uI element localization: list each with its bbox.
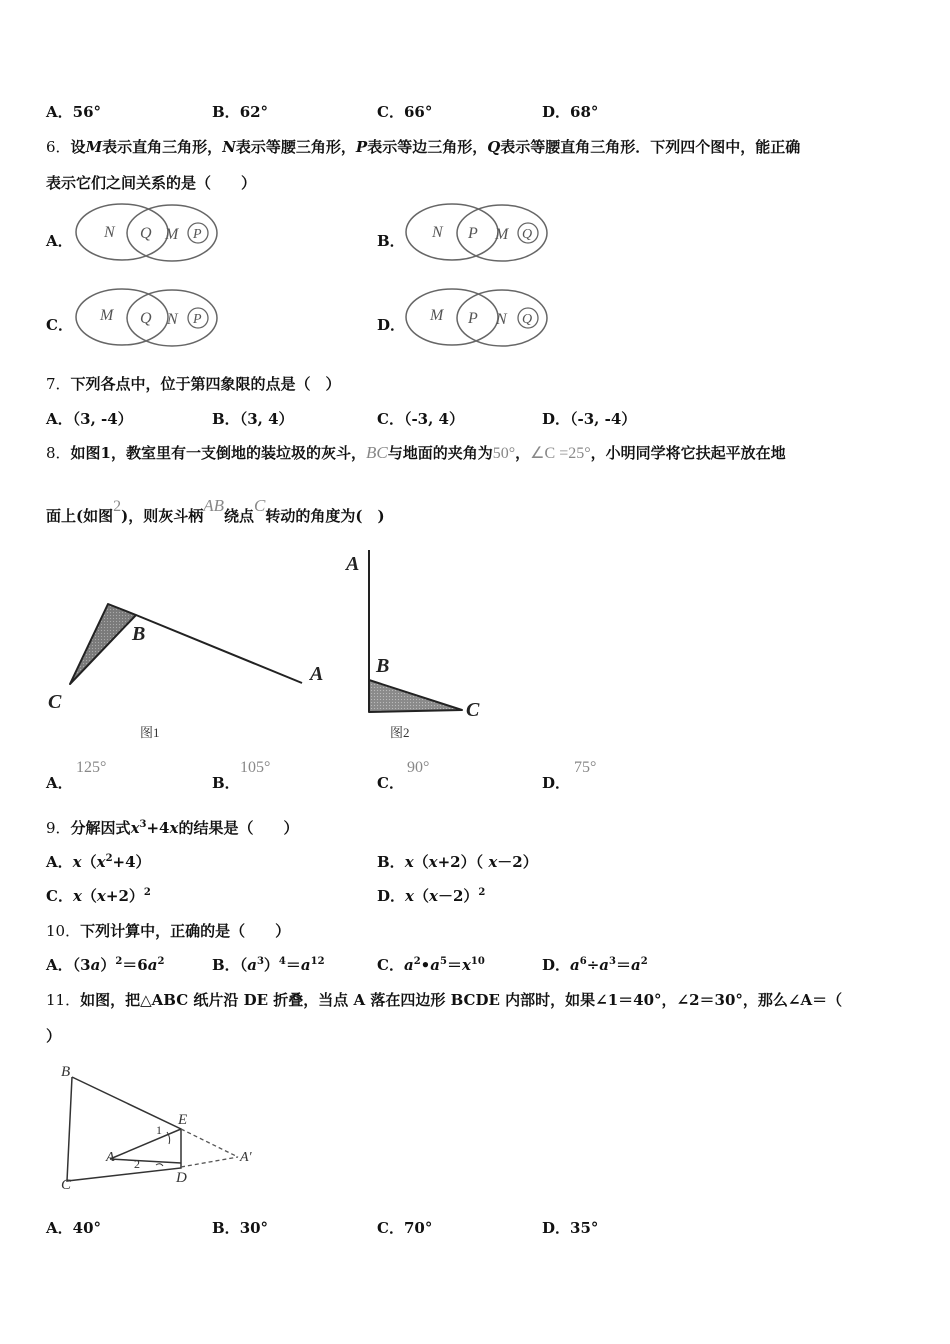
svg-text:Q: Q — [522, 312, 533, 327]
q8-figure-1 — [40, 590, 340, 745]
q11-option-c: C．70° — [377, 1219, 433, 1237]
q11-stem: 11．如图，把△ABC 纸片沿 DE 折叠，当点 A 落在四边形 BCDE 内部时，如果∠1＝40°，∠2＝30°，那么∠A＝（ — [46, 991, 843, 1009]
svg-text:N: N — [496, 311, 507, 328]
svg-text:Q: Q — [140, 225, 152, 242]
q8-option-d-value: 75° — [574, 759, 597, 776]
q8-figure-2 — [340, 548, 500, 745]
svg-text:A: A — [346, 553, 360, 575]
q11-figure — [52, 1058, 272, 1198]
svg-text:图2: 图2 — [390, 725, 410, 740]
svg-text:Q: Q — [522, 227, 533, 242]
q8-stem-line2: 面上(如图2)，则灰斗柄AB绕点C转动的角度为( ) — [46, 496, 385, 525]
q7-option-c: C．（-3, 4） — [377, 410, 464, 428]
svg-text:P: P — [468, 310, 478, 327]
svg-text:P: P — [193, 312, 202, 327]
q10-option-b: B．$(a^3)^4=a^{12}$ — [212, 956, 325, 974]
q6-option-b-letter: B． — [377, 232, 405, 250]
q8-option-c-letter: C． — [377, 774, 404, 792]
svg-text:A: A — [310, 663, 324, 685]
svg-text:P: P — [193, 227, 202, 242]
q6-stem-line2: 表示它们之间关系的是（ ） — [46, 174, 257, 192]
svg-text:M: M — [495, 226, 509, 243]
svg-text:2: 2 — [134, 1157, 140, 1171]
q8-stem: 8．如图1，教室里有一支倒地的装垃圾的灰斗，BC与地面的夹角为50°，∠C =25°，小明同学将它扶起平放在地 — [46, 443, 786, 462]
q8-option-d-letter: D． — [542, 774, 571, 792]
svg-text:A: A — [106, 1150, 115, 1165]
svg-text:Q: Q — [140, 310, 152, 327]
q8-option-a-value: 125° — [76, 759, 107, 776]
q6-venn-d — [402, 287, 550, 349]
q7-option-a: A．（3, -4） — [46, 410, 133, 428]
q7-option-b: B．（3, 4） — [212, 410, 294, 428]
q5-option-d: D．68° — [542, 103, 599, 121]
q5-option-a: A．56° — [46, 103, 102, 121]
q6-venn-c — [72, 287, 220, 349]
q5-option-c: C．66° — [377, 103, 433, 121]
q10-option-d: D．$a^6\div a^3=a^2$ — [542, 956, 648, 974]
svg-text:M: M — [430, 307, 444, 324]
svg-text:A′: A′ — [240, 1150, 252, 1165]
svg-text:B: B — [376, 655, 390, 677]
q6-venn-a — [72, 202, 220, 264]
q9-option-d: D．$x(x-2)^2$ — [377, 887, 486, 905]
svg-text:N: N — [104, 224, 115, 241]
q11-option-a: A．40° — [46, 1219, 102, 1237]
q10-stem: 10．下列计算中，正确的是（ ） — [46, 922, 291, 940]
q9-stem: 9．分解因式$x^3+4x$的结果是（ ） — [46, 819, 299, 837]
q9-option-b: B．x（x+2）（ x－2） — [377, 853, 538, 871]
svg-text:M: M — [100, 307, 114, 324]
svg-text:M: M — [165, 226, 179, 243]
svg-text:E: E — [178, 1112, 188, 1128]
q8-option-b-value: 105° — [240, 759, 271, 776]
svg-text:D: D — [176, 1170, 187, 1186]
svg-text:1: 1 — [156, 1123, 162, 1137]
svg-text:N: N — [432, 224, 443, 241]
q10-option-c: C．$a^2•a^5=x^{10}$ — [377, 956, 485, 974]
q11-option-b: B．30° — [212, 1219, 269, 1237]
q5-option-b: B．62° — [212, 103, 269, 121]
q7-stem: 7．下列各点中，位于第四象限的点是（ ） — [46, 375, 341, 393]
q8-option-b-letter: B． — [212, 774, 240, 792]
q7-option-d: D．（-3, -4） — [542, 410, 637, 428]
q10-option-a: A．$(3a)^2=6a^2$ — [46, 956, 165, 974]
q9-option-a: A．$x(x^2+4)$ — [46, 853, 151, 871]
q6-option-c-letter: C． — [46, 316, 73, 334]
q9-option-c: C．$x(x+2)^2$ — [46, 887, 151, 905]
svg-text:B: B — [61, 1064, 71, 1080]
svg-text:图1: 图1 — [140, 725, 160, 740]
q11-option-d: D．35° — [542, 1219, 599, 1237]
svg-text:N: N — [167, 311, 178, 328]
q6-option-d-letter: D． — [377, 316, 406, 334]
svg-text:B: B — [132, 623, 146, 645]
svg-text:C: C — [466, 699, 480, 721]
q8-option-a-letter: A． — [46, 774, 73, 792]
svg-text:C: C — [48, 691, 62, 713]
q6-stem: 6．设M表示直角三角形，N表示等腰三角形，P表示等边三角形，Q表示等腰直角三角形．下列四个图中，能正确 — [46, 138, 801, 156]
svg-text:C: C — [61, 1177, 72, 1193]
q6-venn-b — [402, 202, 550, 264]
q8-option-c-value: 90° — [407, 759, 430, 776]
q11-stem-line2: ） — [46, 1027, 62, 1045]
q6-option-a-letter: A． — [46, 232, 73, 250]
svg-text:P: P — [468, 225, 478, 242]
